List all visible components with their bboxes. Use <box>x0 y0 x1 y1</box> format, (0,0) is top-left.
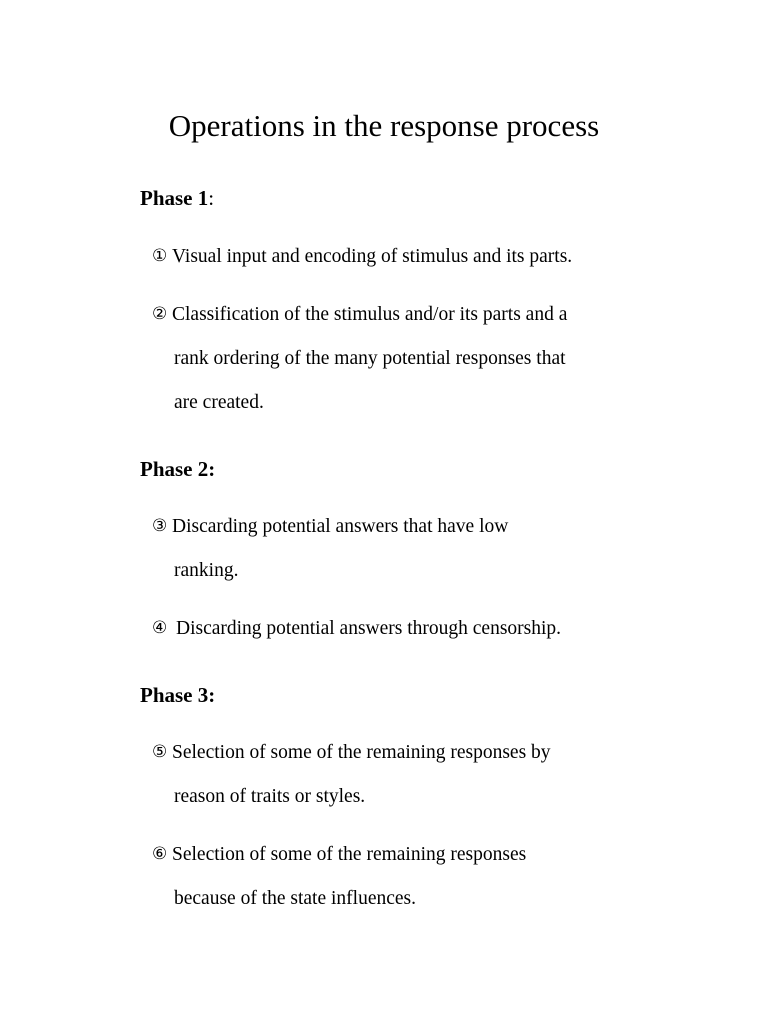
phase-2-name: Phase 2 <box>140 457 209 481</box>
item-word: Selection <box>172 844 245 865</box>
item-line: reason of traits or styles. <box>174 786 366 807</box>
item-word: the <box>337 844 362 865</box>
item-word: Discarding <box>172 516 258 537</box>
item-word: remaining <box>366 844 446 865</box>
circled-number-6-icon: ⑥ <box>152 844 168 864</box>
item-line <box>152 730 652 775</box>
item-line <box>152 606 652 651</box>
item-line <box>152 234 652 279</box>
circled-number-5-icon: ⑤ <box>152 742 168 762</box>
phase-1-colon: : <box>208 186 215 210</box>
item-line <box>152 292 652 337</box>
phase-2-colon: : <box>208 457 216 481</box>
item-word: of <box>249 844 266 865</box>
item-line: are created. <box>174 392 264 413</box>
item-text: Visual input and encoding of stimulus and its parts. <box>172 246 573 267</box>
item-text: Discarding potential answers through censorship. <box>176 618 562 639</box>
item-word: have <box>437 516 475 537</box>
item-word: of <box>316 844 333 865</box>
phase-3-colon: : <box>208 683 216 707</box>
phase-3-heading <box>140 681 215 709</box>
item-text: Classification of the stimulus and/or its parts and a <box>172 304 568 325</box>
phase-1-item-1 <box>152 234 652 279</box>
phase-1-heading <box>140 184 214 212</box>
item-word: responses <box>450 844 527 865</box>
circled-number-2-icon: ② <box>152 304 168 324</box>
item-line: ranking. <box>174 560 239 581</box>
circled-number-3-icon: ③ <box>152 516 168 536</box>
item-word: answers <box>335 516 399 537</box>
item-line: rank ordering of the many potential responses that <box>174 348 566 369</box>
phase-3-name: Phase 3 <box>140 683 209 707</box>
item-line: because of the state influences. <box>174 888 417 909</box>
phase-2-heading <box>140 455 215 483</box>
item-line-justified <box>152 832 652 877</box>
item-word: that <box>403 516 433 537</box>
item-text: Selection of some of the remaining responses by <box>172 742 551 763</box>
item-line-justified <box>152 504 652 549</box>
phase-3-item-6 <box>152 832 652 921</box>
phase-2-item-4 <box>152 606 652 651</box>
circled-number-4-icon: ④ <box>152 618 168 638</box>
phase-1-item-2 <box>152 292 652 425</box>
item-word: low <box>479 516 509 537</box>
phase-3-item-5 <box>152 730 652 819</box>
phase-2-item-3 <box>152 504 652 593</box>
page-title: Operations in the response process <box>168 108 600 143</box>
item-word: potential <box>262 516 331 537</box>
phase-1-name: Phase 1 <box>140 186 209 210</box>
circled-number-1-icon: ① <box>152 246 168 266</box>
item-word: some <box>270 844 312 865</box>
